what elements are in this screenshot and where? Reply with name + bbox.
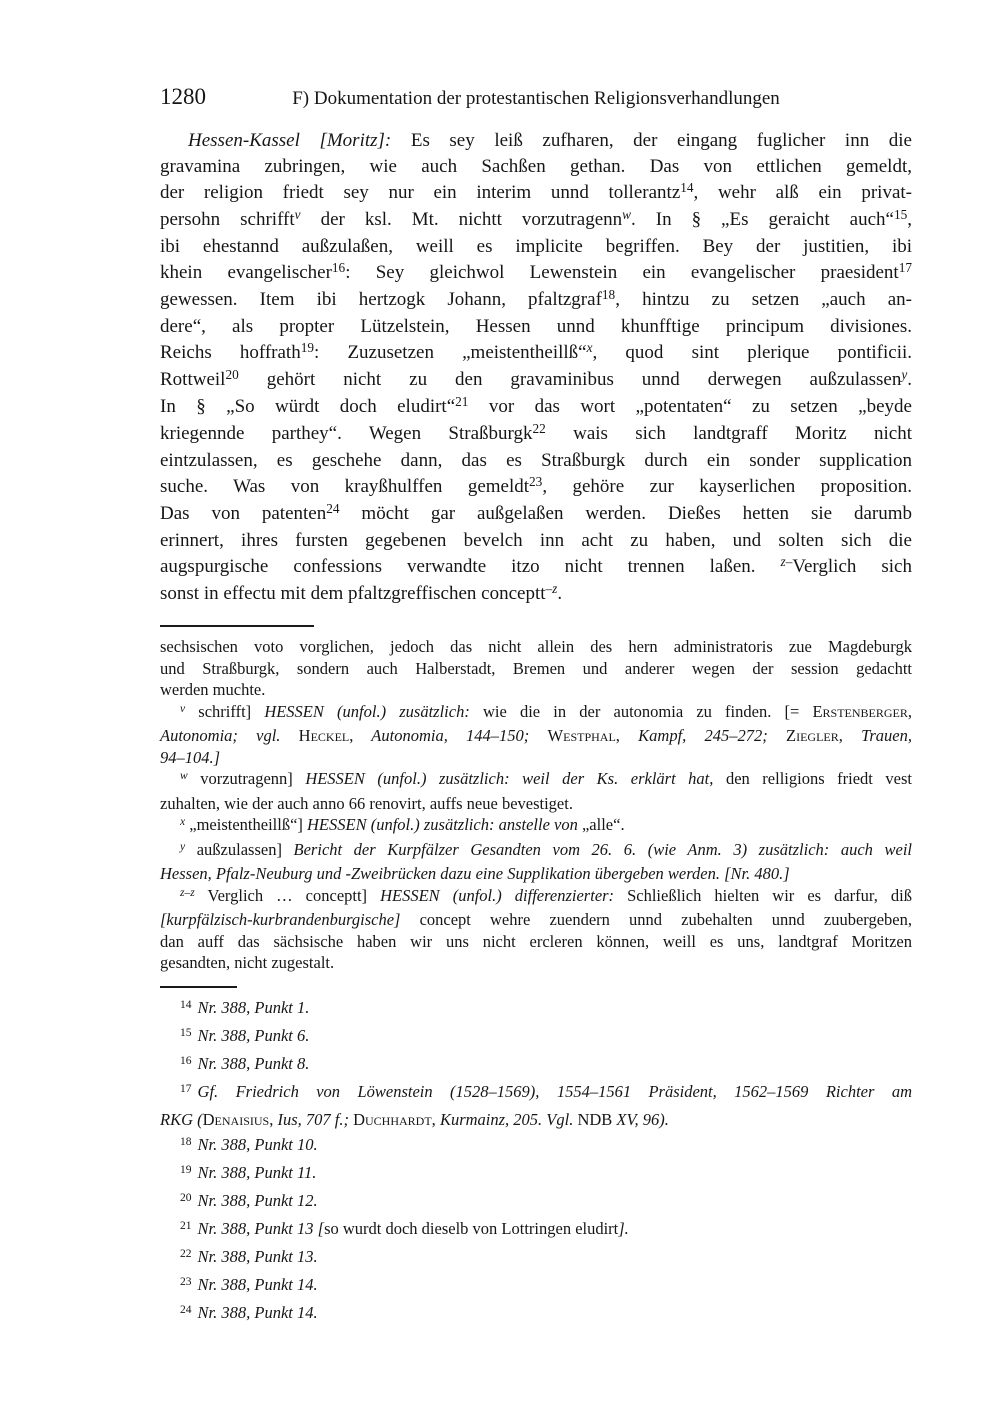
text-line (160, 885, 912, 910)
text-segment: 18 (180, 1135, 192, 1148)
text-line (160, 581, 912, 608)
text-segment: 22 (532, 421, 546, 437)
text-segment: so wurdt doch dieselb von Lottringen eludirt (324, 1218, 619, 1238)
text-segment: Duchhardt, (353, 1109, 436, 1129)
text-segment: persohn schrifft (160, 209, 295, 230)
text-segment: eintzulassen, es geschehe dann, das es Straßburgk durch ein sonder supplication (160, 450, 912, 471)
text-segment: Es sey leiß zufharen, der eingang fuglicher inn die (391, 130, 912, 151)
text-segment: wais sich landtgraff Moritz nicht (545, 423, 912, 444)
text-line (160, 1051, 912, 1079)
text-segment: gewessen. Item ibi hertzogk Johann, pfaltzgraf (160, 289, 602, 310)
text-segment: HESSEN (unfol.) zusätzlich: (264, 701, 470, 721)
text-segment: vorzutragenn] (187, 769, 306, 788)
text-segment: 20 (225, 367, 239, 383)
text-line (160, 793, 912, 815)
text-line (160, 636, 912, 658)
text-segment: , (907, 209, 912, 230)
text-line (160, 234, 912, 260)
text-segment: wie die in der autonomia zu finden. [= (469, 701, 813, 721)
text-segment: Gf. Friedrich von Löwenstein (1528–1569), 1554–1561 Präsident, 1562–1569 Richter am (197, 1081, 912, 1101)
text-segment: 24 (326, 501, 340, 517)
text-segment: 15 (893, 207, 908, 223)
text-line (160, 747, 912, 769)
text-segment: 24 (180, 1303, 192, 1316)
text-segment: 18 (601, 287, 616, 303)
text-line (160, 1107, 912, 1132)
text-segment: z–z (180, 886, 195, 899)
text-segment: Reichs hoffrath (160, 342, 301, 363)
text-segment: Bericht der Kurpfälzer Gesandten vom 26. 6. (wie Anm. 3) zusätzlich: auch weil (293, 839, 913, 859)
text-segment: khein evangelischer (160, 262, 332, 283)
text-segment: y (180, 840, 186, 853)
text-segment: Autonomia, 144–150; (353, 726, 548, 745)
text-line (160, 394, 912, 421)
text-line (160, 367, 912, 394)
text-line (160, 180, 912, 207)
text-segment: 17 (180, 1082, 192, 1095)
text-line (160, 1216, 912, 1244)
text-segment: gesandten, nicht zugestalt. (160, 953, 335, 972)
text-line (160, 128, 912, 154)
page-number: 1280 (160, 84, 206, 109)
text-segment: Hessen-Kassel [Moritz]: (188, 130, 392, 151)
text-segment: x (586, 340, 593, 356)
text-segment: Nr. 388, Punkt 13 [ (197, 1218, 325, 1238)
text-segment: Autonomia; vgl. (160, 726, 299, 745)
text-segment: ibi ehestannd außzulaßen, weill es implicite begriffen. Bey der justitien, ibi (160, 236, 912, 257)
text-segment: 16 (331, 260, 346, 276)
text-segment: Nr. 388, Punkt 14. (197, 1302, 318, 1322)
text-segment: 14 (680, 180, 694, 196)
text-segment: 20 (180, 1191, 192, 1204)
text-segment: 21 (180, 1219, 192, 1232)
text-segment: Westphal, (547, 726, 620, 745)
text-segment: , wehr alß ein privat- (693, 182, 912, 203)
text-line (160, 658, 912, 680)
text-segment: x (180, 816, 186, 829)
text-segment: Verglich sich (792, 556, 912, 577)
text-line (160, 725, 912, 747)
text-line (160, 554, 912, 581)
text-line (160, 528, 912, 554)
text-segment: und Straßburgk, sondern auch Halberstadt, Bremen und anderer wegen der session gedachtt (160, 658, 912, 678)
text-segment: v (180, 702, 186, 715)
text-segment: 94–104.] (160, 747, 221, 767)
text-segment: Kampf, 245–272; (619, 726, 786, 745)
text-segment: außzulassen] (185, 839, 294, 859)
text-segment: 19 (180, 1163, 192, 1176)
text-segment: Nr. 388, Punkt 13. (197, 1246, 318, 1266)
text-segment: Erstenberger, (812, 701, 912, 721)
text-segment: –z (545, 581, 558, 597)
text-line (160, 1160, 912, 1188)
text-line (160, 1272, 912, 1300)
text-segment: HESSEN (unfol.) differenzierter: (380, 885, 615, 905)
text-segment: concept wehre zuendern unnd zubehalten unnd zuubergeben, (400, 910, 912, 929)
text-segment: 14 (180, 998, 192, 1011)
text-segment: Heckel, (298, 726, 354, 745)
text-segment: zuhalten, wie der auch anno 66 renovirt, auffs neue bevestiget. (160, 793, 573, 813)
text-line (160, 814, 912, 839)
text-segment: w (622, 207, 632, 223)
text-segment: [kurpfälzisch-kurbrandenburgische] (160, 910, 401, 929)
text-segment: 23 (529, 474, 543, 490)
text-segment: XV, 96). (612, 1109, 669, 1129)
text-line (160, 1132, 912, 1160)
text-segment: vor das wort „potentaten“ zu setzen „beyde (468, 396, 912, 417)
text-segment: HESSEN (unfol.) zusätzlich: weil der Ks. erklärt hat, (305, 769, 714, 788)
text-segment: 21 (455, 394, 469, 410)
text-segment: Nr. 388, Punkt 14. (197, 1274, 318, 1294)
text-segment: . (557, 583, 563, 604)
text-line (160, 768, 912, 793)
text-line (160, 679, 912, 701)
text-line (160, 931, 912, 953)
text-segment: Nr. 388, Punkt 11. (197, 1162, 317, 1182)
text-segment: dan auff das sächsische haben wir uns nicht ercleren können, weill es uns, landtgraf Moritzen (160, 931, 912, 951)
apparatus-separator-rule (160, 625, 314, 627)
text-segment: Nr. 388, Punkt 8. (197, 1053, 310, 1073)
text-line (160, 1188, 912, 1216)
text-segment: Denaisius, (202, 1109, 274, 1129)
text-segment: gravamina zubringen, wie auch Sachßen gethan. Das von ettlichen gemeldt, (160, 156, 912, 177)
text-line (160, 1079, 912, 1107)
text-line (160, 448, 912, 474)
text-segment: 23 (180, 1275, 192, 1288)
text-segment: y (901, 367, 908, 383)
text-segment: Trauen, (842, 726, 912, 745)
text-segment: gehört nicht zu den gravaminibus unnd derwegen außzulassen (238, 369, 902, 390)
text-segment: Nr. 388, Punkt 6. (197, 1025, 310, 1045)
text-segment: Schließlich hielten wir es darfur, diß (614, 885, 912, 905)
text-segment: möcht gar außgelaßen werden. Dießes hetten sie darumb (339, 503, 912, 524)
text-segment: schrifft] (185, 701, 265, 721)
text-segment: . In § „Es geraicht auch“ (631, 209, 894, 230)
text-segment: Rottweil (160, 369, 226, 390)
page-header (160, 84, 912, 112)
text-line (160, 501, 912, 528)
text-segment: der religion friedt sey nur ein interim unnd tollerantz (160, 182, 681, 203)
text-segment: 16 (180, 1054, 192, 1067)
text-segment: kriegennde parthey“. Wegen Straßburgk (160, 423, 533, 444)
text-segment: Ziegler, (786, 726, 843, 745)
text-segment: augspurgische confessions verwandte itzo nicht trennen laßen. (160, 556, 781, 577)
text-segment: Nr. 388, Punkt 12. (197, 1190, 318, 1210)
text-segment: Verglich … conceptt] (194, 885, 381, 905)
text-segment: HESSEN (unfol.) zusätzlich: anstelle von (307, 815, 578, 834)
text-segment: sechsischen voto vorglichen, jedoch das nicht allein des hern administratoris zue Magdeburgk (160, 637, 912, 656)
text-segment: Kurmainz, 205. Vgl. (435, 1109, 578, 1129)
text-segment: RKG ( (160, 1109, 203, 1129)
text-segment: suche. Was von krayßhulffen gemeldt (160, 476, 530, 497)
text-segment: : Sey gleichwol Lewenstein ein evangelischer praesident (345, 262, 899, 283)
footnote-separator-rule (160, 986, 237, 988)
text-segment: Nr. 388, Punkt 10. (197, 1134, 318, 1154)
text-segment: Nr. 388, Punkt 1. (197, 997, 310, 1017)
text-line (160, 287, 912, 314)
text-line (160, 839, 912, 864)
text-segment: , gehöre zur kayserlichen proposition. (542, 476, 912, 497)
text-segment: 19 (300, 340, 315, 356)
text-line (160, 995, 912, 1023)
text-segment: werden muchte. (160, 680, 266, 699)
text-segment: . (907, 369, 912, 390)
text-segment: erinnert, ihres fursten gegebenen bevelch inn acht zu haben, und solten sich die (160, 530, 912, 551)
text-segment: den relligions friedt vest (713, 769, 912, 788)
text-line (160, 1023, 912, 1051)
text-segment: v (294, 207, 301, 223)
text-segment: In § „So würdt doch eludirt“ (160, 396, 456, 417)
running-header: F) Dokumentation der protestantischen Religionsverhandlungen (292, 88, 780, 109)
text-line (160, 863, 912, 885)
text-line (160, 952, 912, 974)
text-segment: , quod sint plerique pontificii. (592, 342, 912, 363)
text-line (160, 421, 912, 448)
text-line (160, 909, 912, 931)
text-line (160, 314, 912, 340)
footnotes (160, 995, 912, 1328)
text-line (160, 1244, 912, 1272)
text-segment: sonst in effectu mit dem pfaltzgreffischen conceptt (160, 583, 546, 604)
text-segment: w (180, 770, 188, 783)
text-segment: , hintzu zu setzen „auch an- (615, 289, 912, 310)
main-text (160, 128, 912, 608)
text-segment: NDB (577, 1109, 613, 1129)
text-segment: z– (780, 554, 793, 570)
text-segment: : Zuzusetzen „meistentheillß“ (314, 342, 587, 363)
text-line (160, 474, 912, 501)
text-segment: ]. (618, 1218, 629, 1238)
text-segment: „meistentheillß“] (185, 815, 308, 834)
text-segment: „alle“. (577, 815, 625, 834)
critical-apparatus (160, 636, 912, 974)
book-page (160, 0, 912, 1328)
text-line (160, 701, 912, 726)
text-segment: 17 (898, 260, 913, 276)
text-segment: der ksl. Mt. nichtt vorzutragenn (300, 209, 623, 230)
text-segment: dere“, als propter Lützelstein, Hessen unnd khunfftige principum divisiones. (160, 316, 912, 337)
text-line (160, 340, 912, 367)
text-segment: Ius, 707 f.; (273, 1109, 354, 1129)
text-segment: Das von patenten (160, 503, 327, 524)
text-line (160, 1300, 912, 1328)
text-segment: 22 (180, 1247, 192, 1260)
text-line (160, 154, 912, 180)
text-segment: Hessen, Pfalz-Neuburg und -Zweibrücken dazu eine Supplikation übergeben werden. [Nr. 480.] (160, 864, 790, 883)
text-segment: 15 (180, 1026, 192, 1039)
text-line (160, 260, 912, 287)
text-line (160, 207, 912, 234)
